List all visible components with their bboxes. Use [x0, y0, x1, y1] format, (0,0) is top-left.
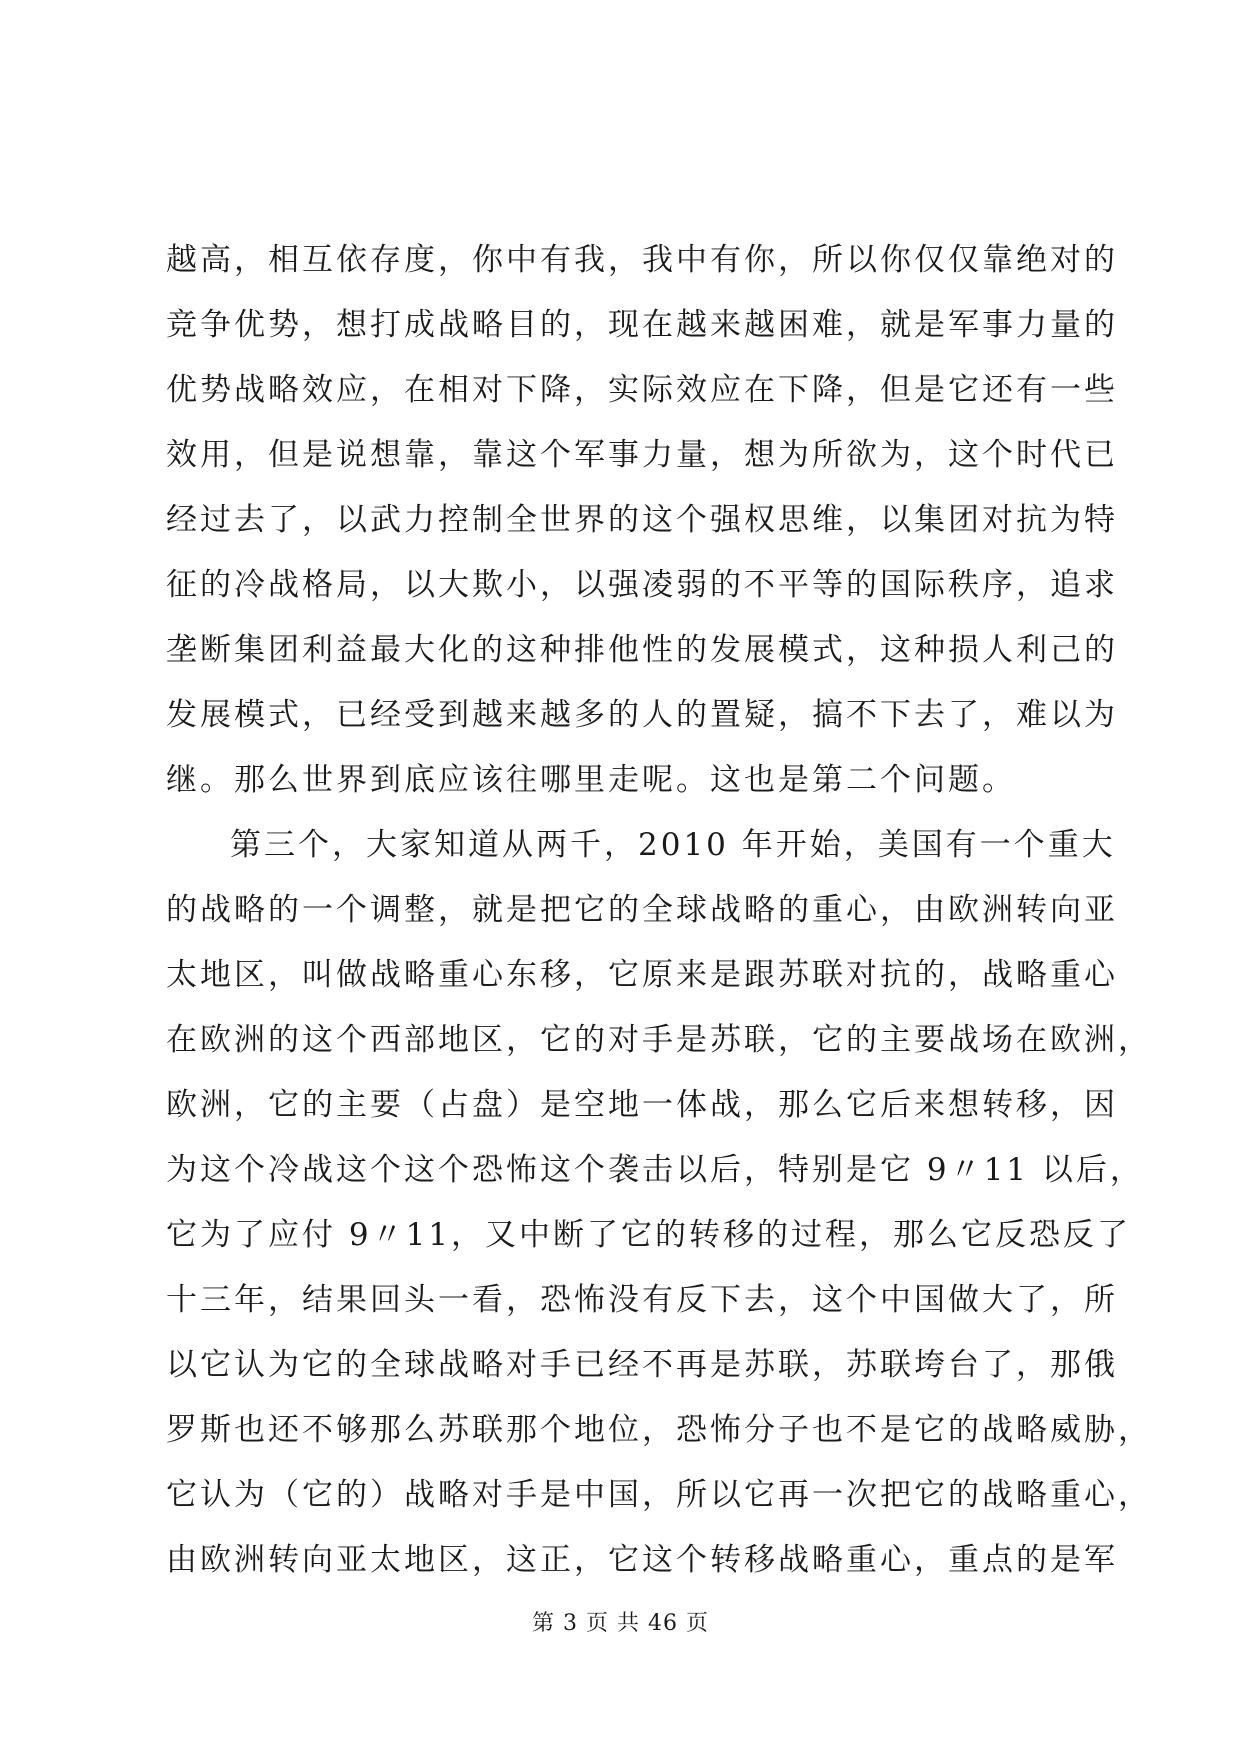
- document-body: [166, 228, 1152, 1593]
- text-line: 它为了应付 9〃11，又中断了它的转移的过程，那么它反恐反了: [166, 1217, 1132, 1253]
- text-line: 它认为（它的）战略对手是中国，所以它再一次把它的战略重心，: [166, 1477, 1152, 1513]
- text-line: 罗斯也还不够那么苏联那个地位，恐怖分子也不是它的战略威胁，: [166, 1412, 1152, 1448]
- text-line: 欧洲，它的主要（占盘）是空地一体战，那么它后来想转移，因: [166, 1087, 1118, 1123]
- text-line: 继。那么世界到底应该往哪里走呢。这也是第二个问题。: [166, 762, 1016, 798]
- text-line: 十三年，结果回头一看，恐怖没有反下去，这个中国做大了，所: [166, 1282, 1118, 1318]
- page-footer: 第 3 页 共 46 页: [532, 1611, 709, 1636]
- text-line: 垄断集团利益最大化的这种排他性的发展模式，这种损人利己的: [166, 632, 1118, 668]
- text-line: 征的冷战格局，以大欺小，以强凌弱的不平等的国际秩序，追求: [166, 567, 1118, 603]
- text-line: 的战略的一个调整，就是把它的全球战略的重心，由欧洲转向亚: [166, 892, 1118, 928]
- text-line: 在欧洲的这个西部地区，它的对手是苏联，它的主要战场在欧洲，: [166, 1022, 1152, 1058]
- text-line: 效用，但是说想靠，靠这个军事力量，想为所欲为，这个时代已: [166, 437, 1118, 473]
- text-line: 以它认为它的全球战略对手已经不再是苏联，苏联垮台了，那俄: [166, 1347, 1118, 1383]
- text-line: 越高，相互依存度，你中有我，我中有你，所以你仅仅靠绝对的: [166, 242, 1118, 278]
- text-line: 优势战略效应，在相对下降，实际效应在下降，但是它还有一些: [166, 372, 1118, 408]
- text-line: 由欧洲转向亚太地区，这正，它这个转移战略重心，重点的是军: [166, 1542, 1118, 1578]
- paragraph-start-line: 第三个，大家知道从两千，2010 年开始，美国有一个重大: [230, 827, 1116, 863]
- text-line: 经过去了，以武力控制全世界的这个强权思维，以集团对抗为特: [166, 502, 1118, 538]
- text-line: 太地区，叫做战略重心东移，它原来是跟苏联对抗的，战略重心: [166, 957, 1118, 993]
- text-line: 竞争优势，想打成战略目的，现在越来越困难，就是军事力量的: [166, 307, 1118, 343]
- text-line: 为这个冷战这个这个恐怖这个袭击以后，特别是它 9〃11 以后，: [166, 1152, 1144, 1188]
- text-line: 发展模式，已经受到越来越多的人的置疑，搞不下去了，难以为: [166, 697, 1118, 733]
